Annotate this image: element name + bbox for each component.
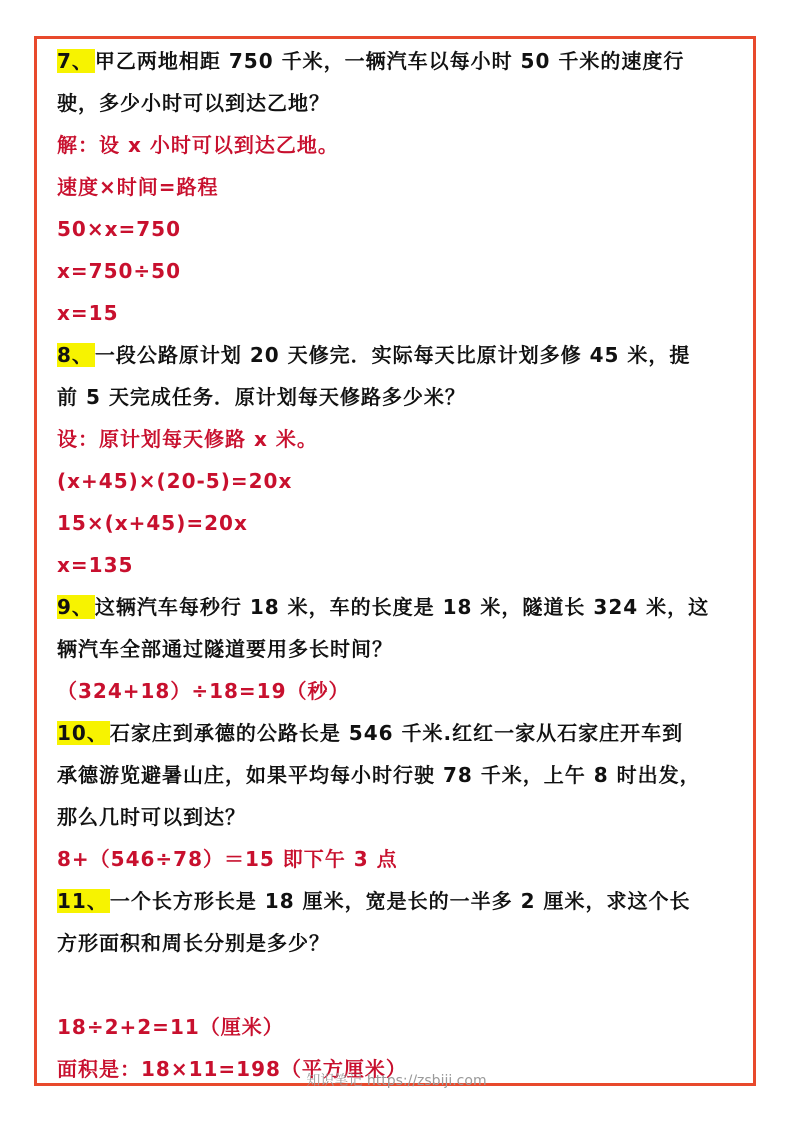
problem-7-answer-line: 50×x=750: [57, 217, 181, 241]
problem-7-question-line-2: 驶，多少小时可以到达乙地？: [57, 91, 330, 115]
problem-9-question-line-1: 9、 这辆汽车每秒行 18 米，车的长度是 18 米，隧道长 324 米，这: [57, 595, 710, 619]
problem-10-question-line-3: 那么几时可以到达？: [57, 805, 246, 829]
problem-7-answer-line: 速度×时间=路程: [57, 175, 219, 199]
problem-9-answer-line: （324+18）÷18=19（秒）: [57, 679, 350, 703]
problem-8-question-line-1: 8、 一段公路原计划 20 天修完．实际每天比原计划多修 45 米，提: [57, 343, 691, 367]
problem-7-answer-line: x=15: [57, 301, 119, 325]
problem-8-answer-line: (x+45)×(20-5)=20x: [57, 469, 293, 493]
problem-10-question-line-2: 承德游览避暑山庄，如果平均每小时行驶 78 千米，上午 8 时出发，: [57, 763, 701, 787]
problem-8-number: 8、: [57, 343, 93, 367]
problem-11-number: 11、: [57, 889, 108, 913]
problem-10-answer-line: 8+（546÷78）＝15 即下午 3 点: [57, 847, 398, 871]
problem-10-question-line-1: 10、 石家庄到承德的公路长是 546 千米.红红一家从石家庄开车到: [57, 721, 684, 745]
problem-8-answer-line: 15×(x+45)=20x: [57, 511, 248, 535]
problem-11-answer-line: 18÷2+2=11（厘米）: [57, 1015, 284, 1039]
problem-11-question-line-1: 11、 一个长方形长是 18 厘米，宽是长的一半多 2 厘米，求这个长: [57, 889, 691, 913]
problem-7-question-line-1: 7、 甲乙两地相距 750 千米，一辆汽车以每小时 50 千米的速度行: [57, 49, 685, 73]
problem-11-answer-line: 面积是：18×11=198（平方厘米）: [57, 1057, 407, 1081]
footer-watermark: 知识笔记 https://zsbiji.com: [306, 1073, 487, 1089]
problem-9-question-line-2: 辆汽车全部通过隧道要用多长时间？: [57, 637, 393, 661]
problem-8-question-line-2: 前 5 天完成任务．原计划每天修路多少米？: [57, 385, 466, 409]
problem-10-number: 10、: [57, 721, 108, 745]
problem-8-answer-line: 设：原计划每天修路 x 米。: [57, 427, 318, 451]
problem-7-answer-line: x=750÷50: [57, 259, 181, 283]
problem-7-answer-line: 解：设 x 小时可以到达乙地。: [57, 133, 339, 157]
problem-7-number: 7、: [57, 49, 93, 73]
problem-9-number: 9、: [57, 595, 93, 619]
problem-11-question-line-2: 方形面积和周长分别是多少？: [57, 931, 330, 955]
problem-8-answer-line: x=135: [57, 553, 134, 577]
